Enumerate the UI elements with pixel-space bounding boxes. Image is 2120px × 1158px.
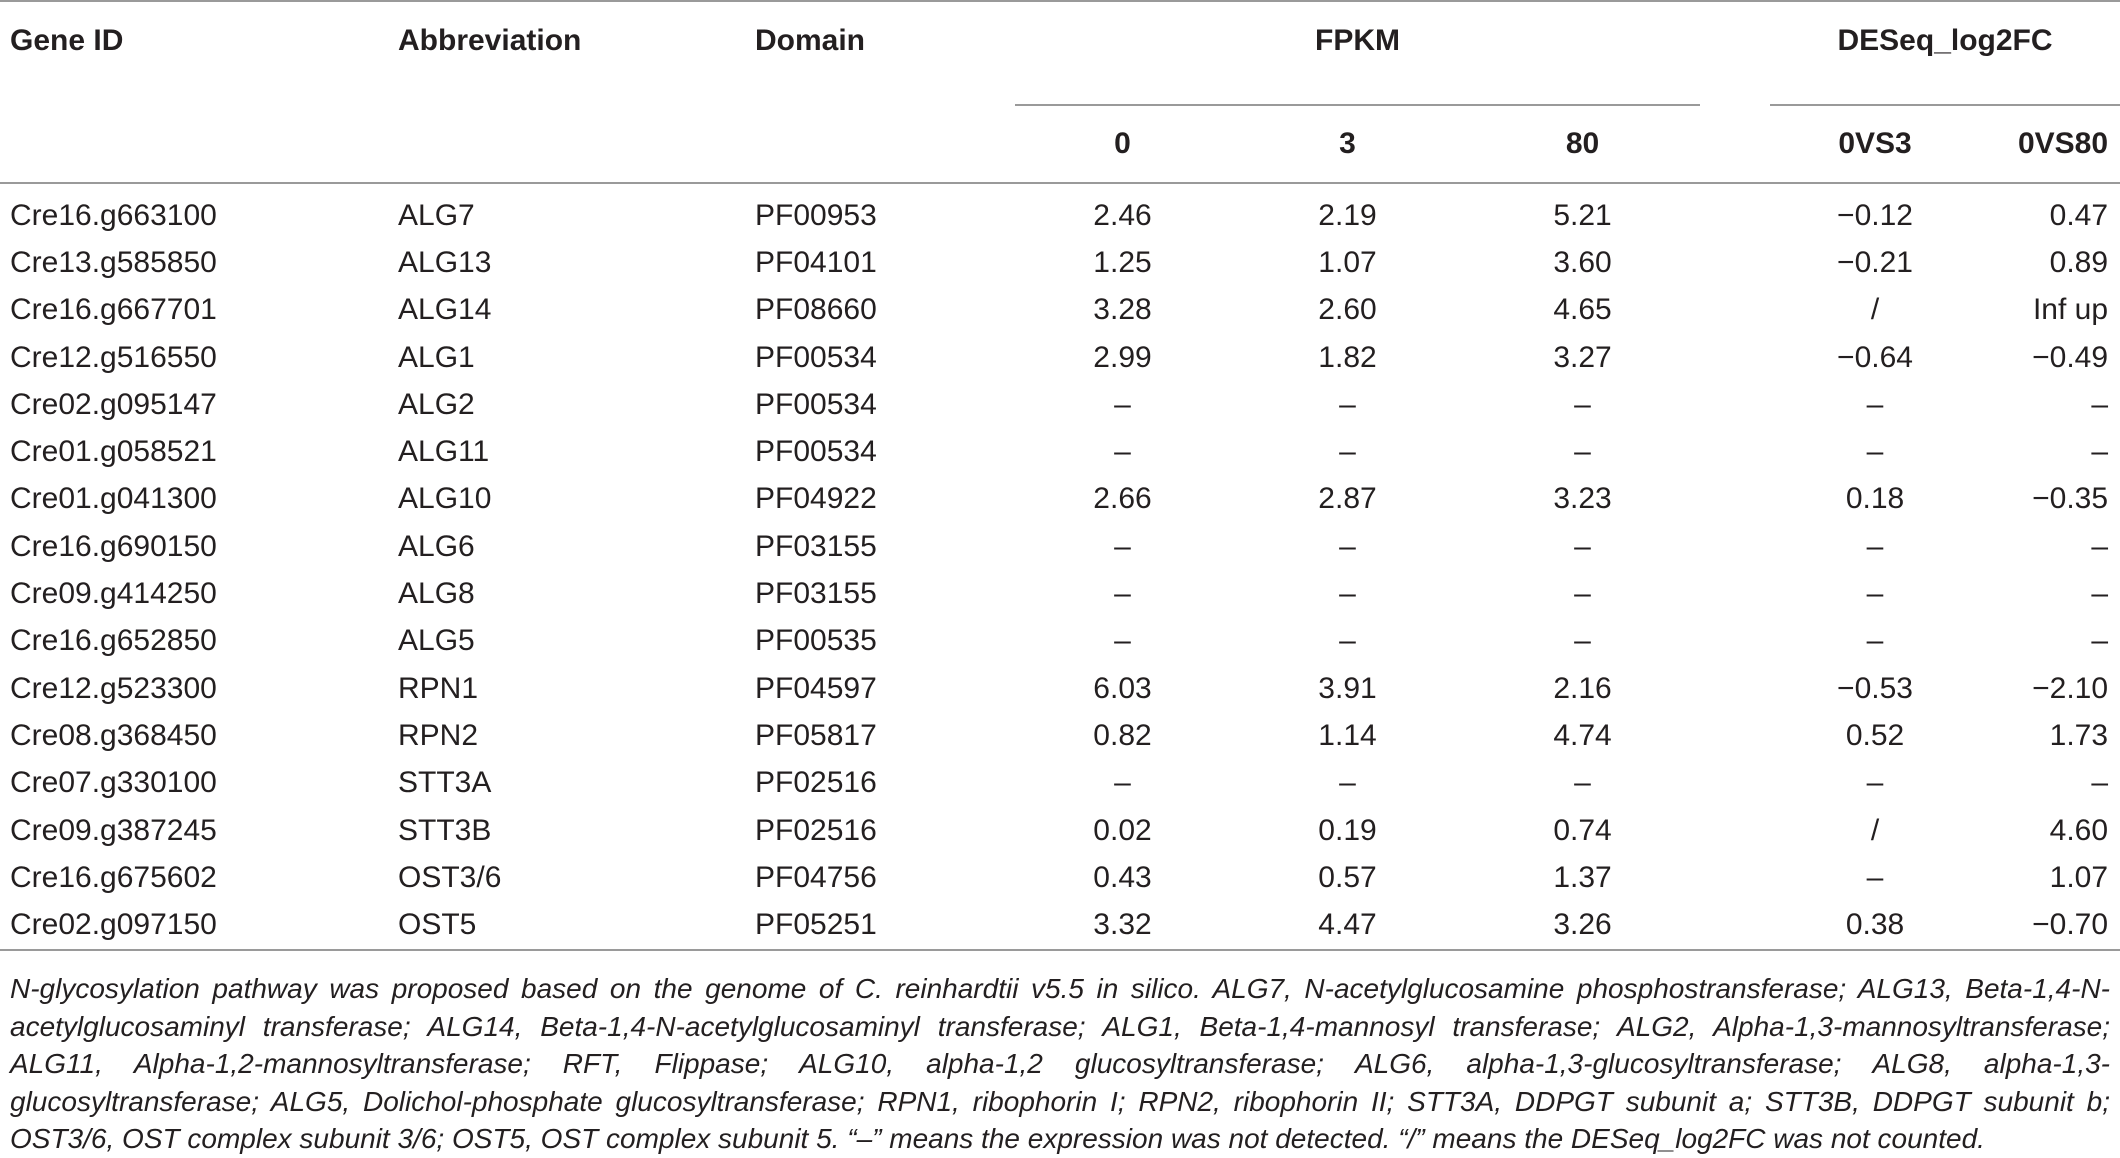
- cell-gene-id: Cre02.g097150: [10, 908, 217, 942]
- cell-domain: PF00534: [755, 435, 877, 469]
- cell-fpkm-80: –: [1574, 435, 1591, 469]
- cell-deseq-0vs80: –: [2091, 577, 2109, 611]
- cell-abbreviation: STT3A: [398, 766, 492, 800]
- cell-spacer: [1700, 570, 1770, 617]
- cell-fpkm-0: 0.02: [1093, 813, 1152, 847]
- cell-domain: PF00534: [755, 340, 877, 374]
- cell-deseq-0vs80: –: [2091, 529, 2109, 563]
- cell-gene-id: Cre16.g652850: [10, 624, 217, 658]
- header-abbreviation: Abbreviation: [398, 24, 582, 57]
- cell-deseq-0vs80: –: [2091, 766, 2109, 800]
- cell-fpkm-0: 3.32: [1093, 908, 1152, 942]
- cell-fpkm-3: 2.87: [1318, 482, 1377, 516]
- cell-deseq-0vs3: –: [1866, 624, 1884, 658]
- header-spacer: [1700, 105, 1770, 183]
- cell-abbreviation: ALG6: [398, 529, 475, 563]
- table-header: [0, 1, 2120, 183]
- cell-fpkm-3: –: [1339, 387, 1356, 421]
- cell-deseq-0vs3: –: [1866, 529, 1884, 563]
- cell-fpkm-80: 4.65: [1553, 293, 1612, 327]
- cell-abbreviation: RPN1: [398, 671, 479, 705]
- cell-gene-id: Cre13.g585850: [10, 245, 217, 279]
- cell-gene-id: Cre01.g041300: [10, 482, 217, 516]
- table-row: [0, 712, 2120, 759]
- cell-gene-id: Cre16.g667701: [10, 293, 217, 327]
- cell-deseq-0vs3: 0.38: [1845, 908, 1905, 942]
- cell-abbreviation: ALG14: [398, 293, 492, 327]
- cell-spacer: [1700, 334, 1770, 381]
- cell-fpkm-0: –: [1114, 387, 1131, 421]
- cell-gene-id: Cre08.g368450: [10, 718, 217, 752]
- cell-fpkm-3: 1.82: [1318, 340, 1377, 374]
- cell-fpkm-80: –: [1574, 387, 1591, 421]
- cell-deseq-0vs3: −0.12: [1837, 198, 1913, 232]
- cell-domain: PF04101: [755, 245, 877, 279]
- cell-domain: PF00534: [755, 387, 877, 421]
- cell-domain: PF03155: [755, 529, 877, 563]
- cell-domain: PF03155: [755, 577, 877, 611]
- table-row: [0, 807, 2120, 854]
- cell-abbreviation: ALG5: [398, 624, 475, 658]
- cell-spacer: [1700, 239, 1770, 286]
- cell-spacer: [1700, 381, 1770, 428]
- cell-domain: PF04922: [755, 482, 877, 516]
- cell-gene-id: Cre02.g095147: [10, 387, 217, 421]
- header-fpkm-group: FPKM: [1015, 1, 1700, 105]
- cell-deseq-0vs80: –: [2091, 387, 2109, 421]
- table-footnote: N-glycosylation pathway was proposed based on the genome of C. reinhardtii v5.5 in silico. ALG7, N-acetylglucosamine phosphostransferase; ALG13, Beta-1,4-N-acetylglucosaminyl transferase; ALG14, Beta-1,4-N-acetylglucosaminyl transferase; ALG1, Beta-1,4-mannosyl transferase; ALG2, Alpha-1,3-mannosyltransferase; ALG11, Alpha-1,2-mannosyltransferase; RFT, Flippase; ALG10, alpha-1,2 glucosyltransferase; ALG6, alpha-1,3-glucosyltransferase; ALG8, alpha-1,3-glucosyltransferase; ALG5, Dolichol-phosphate glucosyltransferase; RPN1, ribophorin I; RPN2, ribophorin II; STT3A, DDPGT subunit a; STT3B, DDPGT subunit b; OST3/6, OST complex subunit 3/6; OST5, OST complex subunit 5. “–” means the expression was not detected. “/” means the DESeq_log2FC was not counted.: [10, 973, 2110, 1154]
- cell-fpkm-80: –: [1574, 577, 1591, 611]
- header-deseq-group: DESeq_log2FC: [1770, 1, 2120, 105]
- cell-abbreviation: OST5: [398, 908, 477, 942]
- cell-domain: PF05251: [755, 908, 877, 942]
- cell-fpkm-3: 0.57: [1318, 860, 1377, 894]
- cell-fpkm-80: 3.23: [1553, 482, 1612, 516]
- cell-fpkm-3: –: [1339, 435, 1356, 469]
- cell-deseq-0vs80: –: [2091, 435, 2109, 469]
- table-row: [0, 334, 2120, 381]
- cell-deseq-0vs80: 1.73: [2049, 718, 2109, 752]
- cell-spacer: [1700, 854, 1770, 901]
- cell-domain: PF08660: [755, 293, 877, 327]
- cell-spacer: [1700, 287, 1770, 334]
- table-row: [0, 570, 2120, 617]
- cell-abbreviation: ALG10: [398, 482, 492, 516]
- cell-deseq-0vs80: Inf up: [2032, 293, 2109, 327]
- cell-fpkm-80: 3.27: [1553, 340, 1612, 374]
- cell-deseq-0vs3: –: [1866, 577, 1884, 611]
- cell-gene-id: Cre09.g414250: [10, 577, 217, 611]
- cell-domain: PF02516: [755, 766, 877, 800]
- cell-gene-id: Cre12.g516550: [10, 340, 217, 374]
- cell-fpkm-0: –: [1114, 766, 1131, 800]
- cell-deseq-0vs80: 4.60: [2049, 813, 2109, 847]
- cell-deseq-0vs3: –: [1866, 435, 1884, 469]
- cell-fpkm-80: 0.74: [1553, 813, 1612, 847]
- cell-fpkm-80: –: [1574, 529, 1591, 563]
- cell-spacer: [1700, 618, 1770, 665]
- cell-deseq-0vs3: –: [1866, 860, 1884, 894]
- cell-fpkm-3: –: [1339, 577, 1356, 611]
- cell-fpkm-0: 6.03: [1093, 671, 1152, 705]
- header-deseq-0vs3: 0VS3: [1838, 127, 1912, 160]
- cell-domain: PF04597: [755, 671, 877, 705]
- cell-abbreviation: ALG11: [398, 435, 490, 469]
- cell-deseq-0vs3: –: [1866, 766, 1884, 800]
- cell-abbreviation: ALG2: [398, 387, 475, 421]
- cell-fpkm-80: –: [1574, 766, 1591, 800]
- cell-fpkm-80: 3.60: [1553, 245, 1612, 279]
- cell-fpkm-80: 2.16: [1553, 671, 1612, 705]
- cell-spacer: [1700, 183, 1770, 239]
- cell-fpkm-80: 5.21: [1553, 198, 1612, 232]
- cell-fpkm-0: –: [1114, 529, 1131, 563]
- cell-spacer: [1700, 760, 1770, 807]
- cell-deseq-0vs80: −0.70: [2032, 908, 2109, 942]
- table-row: [0, 287, 2120, 334]
- cell-fpkm-80: 4.74: [1553, 718, 1612, 752]
- cell-deseq-0vs3: /: [1870, 813, 1880, 847]
- cell-fpkm-3: 3.91: [1318, 671, 1377, 705]
- cell-gene-id: Cre16.g690150: [10, 529, 217, 563]
- cell-deseq-0vs3: 0.52: [1845, 718, 1905, 752]
- cell-deseq-0vs80: 0.47: [2049, 198, 2109, 232]
- cell-fpkm-0: 2.46: [1093, 198, 1152, 232]
- cell-abbreviation: ALG7: [398, 198, 475, 232]
- header-fpkm-80: 80: [1565, 127, 1600, 160]
- cell-domain: PF05817: [755, 718, 877, 752]
- table-row: [0, 428, 2120, 475]
- cell-deseq-0vs80: −2.10: [2032, 671, 2109, 705]
- cell-deseq-0vs80: 1.07: [2049, 860, 2109, 894]
- cell-fpkm-0: –: [1114, 577, 1131, 611]
- cell-spacer: [1700, 428, 1770, 475]
- cell-abbreviation: ALG1: [398, 340, 475, 374]
- table-row: [0, 618, 2120, 665]
- header-spacer: [1700, 1, 1770, 105]
- cell-deseq-0vs80: –: [2091, 624, 2109, 658]
- cell-deseq-0vs80: 0.89: [2049, 245, 2109, 279]
- cell-abbreviation: ALG13: [398, 245, 492, 279]
- cell-deseq-0vs80: −0.49: [2032, 340, 2109, 374]
- cell-fpkm-3: 0.19: [1318, 813, 1377, 847]
- cell-fpkm-0: 2.99: [1093, 340, 1152, 374]
- cell-spacer: [1700, 665, 1770, 712]
- cell-fpkm-0: –: [1114, 624, 1131, 658]
- cell-deseq-0vs3: −0.21: [1837, 245, 1913, 279]
- cell-fpkm-0: 0.82: [1093, 718, 1152, 752]
- cell-fpkm-80: 3.26: [1553, 908, 1612, 942]
- cell-gene-id: Cre16.g675602: [10, 860, 217, 894]
- cell-fpkm-3: –: [1339, 529, 1356, 563]
- cell-deseq-0vs3: −0.53: [1837, 671, 1913, 705]
- cell-abbreviation: ALG8: [398, 577, 475, 611]
- table-body: [0, 183, 2120, 950]
- table-row: [0, 665, 2120, 712]
- header-domain: Domain: [755, 24, 866, 57]
- cell-spacer: [1700, 807, 1770, 854]
- header-gene-id: Gene ID: [10, 24, 124, 57]
- cell-fpkm-0: 1.25: [1093, 245, 1152, 279]
- cell-spacer: [1700, 901, 1770, 949]
- cell-spacer: [1700, 523, 1770, 570]
- cell-deseq-0vs3: –: [1866, 387, 1884, 421]
- cell-gene-id: Cre07.g330100: [10, 766, 217, 800]
- table-row: [0, 183, 2120, 239]
- cell-fpkm-0: 3.28: [1093, 293, 1152, 327]
- cell-abbreviation: STT3B: [398, 813, 492, 847]
- cell-fpkm-3: 2.60: [1318, 293, 1377, 327]
- cell-fpkm-80: 1.37: [1553, 860, 1612, 894]
- cell-domain: PF02516: [755, 813, 877, 847]
- table-row: [0, 523, 2120, 570]
- cell-domain: PF00953: [755, 198, 877, 232]
- header-fpkm-3: 3: [1339, 127, 1356, 160]
- cell-gene-id: Cre09.g387245: [10, 813, 217, 847]
- cell-spacer: [1700, 476, 1770, 523]
- cell-fpkm-0: –: [1114, 435, 1131, 469]
- cell-fpkm-3: 4.47: [1318, 908, 1377, 942]
- header-deseq-0vs80: 0VS80: [2017, 127, 2109, 160]
- cell-fpkm-0: 2.66: [1093, 482, 1152, 516]
- cell-fpkm-0: 0.43: [1093, 860, 1152, 894]
- table-row: [0, 381, 2120, 428]
- cell-deseq-0vs3: /: [1870, 293, 1880, 327]
- cell-domain: PF04756: [755, 860, 877, 894]
- cell-deseq-0vs3: 0.18: [1845, 482, 1905, 516]
- cell-fpkm-3: –: [1339, 624, 1356, 658]
- table-row: [0, 901, 2120, 949]
- cell-deseq-0vs80: −0.35: [2032, 482, 2109, 516]
- cell-deseq-0vs3: −0.64: [1837, 340, 1913, 374]
- cell-fpkm-3: 1.14: [1318, 718, 1377, 752]
- table-row: [0, 854, 2120, 901]
- table-row: [0, 239, 2120, 286]
- cell-gene-id: Cre12.g523300: [10, 671, 217, 705]
- cell-domain: PF00535: [755, 624, 877, 658]
- cell-spacer: [1700, 712, 1770, 759]
- header-fpkm-0: 0: [1114, 127, 1131, 160]
- cell-abbreviation: OST3/6: [398, 860, 502, 894]
- cell-fpkm-3: –: [1339, 766, 1356, 800]
- cell-fpkm-3: 1.07: [1318, 245, 1377, 279]
- table-row: [0, 476, 2120, 523]
- cell-gene-id: Cre01.g058521: [10, 435, 217, 469]
- cell-fpkm-3: 2.19: [1318, 198, 1377, 232]
- cell-abbreviation: RPN2: [398, 718, 479, 752]
- table-row: [0, 760, 2120, 807]
- cell-gene-id: Cre16.g663100: [10, 198, 217, 232]
- cell-fpkm-80: –: [1574, 624, 1591, 658]
